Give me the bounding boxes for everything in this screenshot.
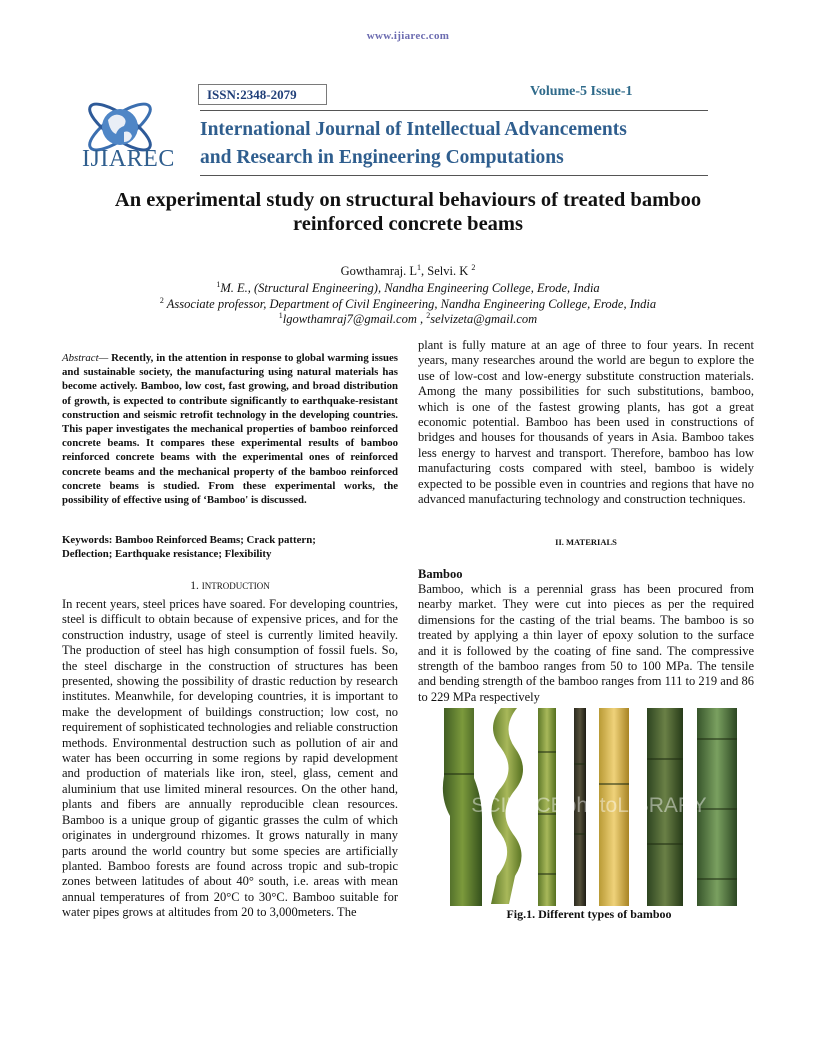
author-separator: , Selvi. K	[421, 264, 472, 279]
section-heading-introduction	[62, 580, 398, 592]
logo-text: IJIAREC	[82, 146, 175, 172]
abstract-text: Recently, in the attention in response to global warming issues and sustainable society, the manufacturing using natural materials has become actively. Bamboo, low cost, fast growing, and broad distribution of growth, is expected to contribute significantly to earthquake-resistant construction and seismic retrofit technology in the developing countries. This paper investigates the mechanical properties of bamboo reinforced concrete beams. It compares these experimental results of bamboo reinforced concrete beams with the experimental ones of reinforced concrete beams and the mechanical property of the bamboo reinforced concrete beams is studied. From these experimental works, the possibility of effective using of ‘Bamboo' is discussed.	[62, 352, 398, 507]
introduction-continued: plant is fully mature at an age of three to four years. In recent years, many researches around the world are begun to explore the use of low-cost and low-energy substitute construction materials. Among the many possibilities for such substitutions, bamboo, which is one of the fastest growing plants, has got a great economic potential. Bamboo has been used in constructions of bridges and houses for thousands of years in Asia. Bamboo takes less energy to harvest and transport. Therefore, bamboo has low manufacturing costs compared with steel, bamboo is widely expected to be possible even in countries and regions that have no advanced manufacturing technology and construction techniques.	[418, 338, 754, 507]
email1[interactable]: lgowthamraj7@gmail.com ,	[282, 312, 427, 327]
affil1-sup: 1	[216, 280, 221, 289]
email2[interactable]: selvizeta@gmail.com	[430, 312, 538, 327]
figure-caption: Fig.1. Different types of bamboo	[506, 907, 672, 921]
journal-name-line2: and Research in Engineering Computations	[200, 147, 564, 168]
affil2-text: Associate professor, Department of Civil Engineering, Nandha Engineering College, Erode, India	[163, 297, 657, 312]
journal-website: www.ijiarec.com	[366, 30, 450, 42]
section1-heading: INTRODUCTION	[201, 581, 270, 591]
section1-number: 1.	[190, 580, 202, 592]
affil1-text: M. E., (Structural Engineering), Nandha Engineering College, Erode, India	[220, 281, 600, 296]
abstract	[62, 351, 398, 507]
bamboo-text: Bamboo, which is a perennial grass has been procured from nearby market. They were cut into pieces as per the required dimensions for the casting of the trial beams. The bamboo is so treated by applying a thin layer of epoxy solution to the surface and it is followed by the coating of fine sand. The compressive strength of the bamboo ranges from 50 to 100 MPa. The tensile and bending strength of the bamboo ranges from 111 to 219 and 86 to 229 MPa respectively	[418, 582, 754, 704]
journal-logo	[78, 92, 198, 172]
title-line2: reinforced concrete beams	[293, 213, 523, 235]
keywords	[62, 533, 398, 561]
email1-sup: 1	[278, 311, 283, 320]
issn-box: ISSN:2348-2079	[198, 84, 327, 105]
affil2-sup: 2	[159, 296, 164, 305]
email2-sup: 2	[426, 311, 431, 320]
keywords-line1: Keywords: Bamboo Reinforced Beams; Crack pattern;	[62, 534, 316, 546]
bamboo-figure	[441, 704, 737, 906]
figure-watermark: SCIENCEphotoLIBRARY	[471, 794, 707, 817]
title-line1: An experimental study on structural behaviours of treated bamboo	[114, 189, 702, 211]
author-emails	[20, 311, 796, 327]
keywords-line2: Deflection; Earthquake resistance; Flexibility	[62, 548, 272, 561]
header-rule-top	[200, 110, 708, 111]
affiliation-1	[20, 280, 796, 296]
subsection-heading-bamboo: Bamboo	[418, 567, 463, 581]
author2-sup: 2	[471, 263, 476, 272]
author1-sup: 1	[417, 263, 421, 272]
paper-title	[40, 188, 776, 236]
author1: Gowthamraj. L	[340, 264, 417, 279]
section-heading-materials: II. MATERIALS	[555, 537, 617, 547]
journal-name-line1: International Journal of Intellectual Advancements	[200, 119, 627, 140]
volume-issue: Volume-5 Issue-1	[530, 84, 633, 99]
affiliation-2	[20, 296, 796, 312]
abstract-label: Abstract—	[62, 352, 109, 364]
header-rule-bottom	[200, 175, 708, 176]
authors	[40, 263, 776, 279]
introduction-text: In recent years, steel prices have soared. For developing countries, steel is difficult to obtain because of expensive prices, and for the construction industry, usage of steel is currently limited heavily. The production of steel has high consumption of fossil fuels. So, the steel discharge in the construction of structures has been presented, showing the possibility of drastic reduction by research institutes. Meanwhile, for developing countries, it is important to make the development of buildings construction; low cost, no requirement of sophisticated technologies and reliable construction methods. Environmental destruction such as pollution of air and water has been occurring in some regions by rapid development and production of materials like iron, steel, glass, cement and aluminium that use limited mineral resources. On the other hand, plants and fibers are annually reproducible clean resources. Bamboo is a unique group of gigantic grasses the culm of which originates in underground rhizomes. It grows naturally in many parts around the world country but some species are artificially planted. Bamboo forests are found across tropic and sub-tropic zones between latitudes of about 40° south, i.e. areas with mean annual temperatures of from 20°C to 30°C. Bamboo suitable for water pipes grows at altitudes from 20 to 3,000meters. The	[62, 597, 398, 920]
